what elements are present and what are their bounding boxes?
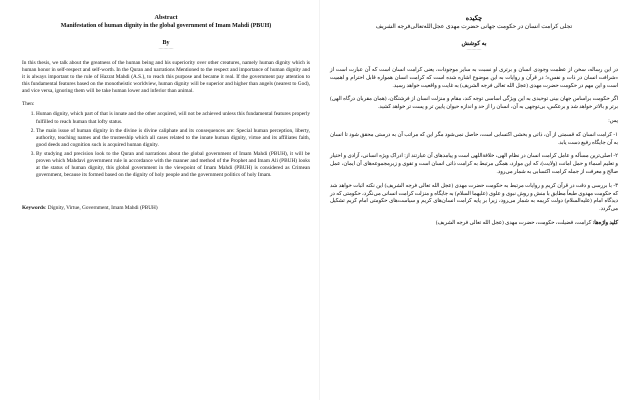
persian-keywords-text: کرامت، فضیلت، حکومت، حضرت مهدی (عجل الله تعالی فرجه الشریف) xyxy=(435,219,593,226)
persian-thesis-title: تجلی کرامت انسان در حکومت جهانی حضرت مهدی عجل‌الله‌تعالی‌فرجه الشریف xyxy=(375,24,573,30)
by-label: By xyxy=(162,40,170,46)
persian-abstract-page xyxy=(320,0,640,400)
finding-item: 3. By studying and precision look to the Quran and narrations about the global government of Imam Mahdi (PBUH), it will be proven which Mahdavi government rule in accordance with the manner and method of the Prophet and Imam Ali (PBUH) looks at the status of human dignity, this global government in the viewpoint of Imam Mahdi (PBUH) is considered as Crimean government, because its formed based on the dignity of holy people and the government politics of holy Imam. xyxy=(36,151,310,179)
persian-item-3: ۳- با بررسی و دقت در قرآن کریم و روایات مرتبط به حکومت حضرت مهدی (عجل الله تعالی فرجه الشریف) این نکته اثبات خواهد شد که حکومت مهدوی طبعاً مطابق با منش و روش نبوی و علوی (علیهما السلام) به جایگاه و منزلت کرامت انسانی می‌نگرد، حکومتی که در دیدگاه امام (علیه‌السلام) دولت کریمه به شمار می‌رود، زیرا بر پایه کرامت انسان‌های کریم و سیاست‌های حکومتی امام کریم تشکیل می‌گردد. xyxy=(330,182,618,213)
persian-author-line: ............ xyxy=(466,47,482,52)
persian-paragraph-1: در این رساله، سخن از عظمت وجودی انسان و برتری او نسبت به سایر موجودات، یعنی کرامت انسان است که آن عبارت است از «شرافت انسان در ذات و نفس»؛ در قرآن و روایات به این موضوع اشاره شده است که کرامت انسان همواره قابل احترام و اهمیت است و این مهم در حکومت حضرت مهدی (عجل الله تعالی فرجه الشریف) به غایت و واقعیت خواهد رسید. xyxy=(330,67,618,89)
author-line: ............ xyxy=(158,46,174,51)
intro-paragraph: In this thesis, we talk about the greatness of the human being and his superiority over other creatures, namely human dignity which is human honor in self-respect and self-worth. In the Quran and narrations Mentioned to the respect and importance of human dignity and it is always important to the rule of Hazrat Mahdi (A.S.), to reach this purpose and became it real. If the government pay attention to this fundamental features based on the monotheistic worldview, human dignity will be superior and higher than angels (nearest to God), and vice versa, ignoring them will be take human lower and inferior than animal. xyxy=(22,60,310,95)
abstract-heading: Abstract xyxy=(154,14,178,21)
keywords-label: Keywords xyxy=(22,205,45,212)
persian-keywords-label: کلید واژه‌ها: xyxy=(592,219,618,226)
persian-then-label: پس: xyxy=(608,117,618,124)
finding-item: 1. Human dignity, which part of that is innate and the other acquired, will not be achieved unless this fundamental features properly fulfilled to reach human that lofty status. xyxy=(36,111,310,125)
persian-keywords-line xyxy=(330,220,618,228)
persian-by-label: به کوشش xyxy=(461,41,487,47)
persian-paragraph-2: اگر حکومت براساس جهان بینی توحیدی به این ویژگی اساسی توجه کند، مقام و منزلت انسان از فرشتگان، (همان مقربان درگاه الهی) برتر و بالاتر خواهد شد و برعکس، بی‌توجهی به آن، انسان را از حد و اندازه حیوان پایین تر و پست تر خواهد کشید. xyxy=(330,96,618,111)
finding-item: 2. The main issue of human dignity in the divine is divine caliphate and its consequences are: Special human perception, liberty, authority, teaching names and the trusteeship which all cases related to the innate human dignity, virtue and its affiliates faith, good deeds and cognition such is acquired human dignity. xyxy=(36,128,310,149)
thesis-title: Manifestation of human dignity in the global government of Imam Mahdi (PBUH) xyxy=(60,23,272,29)
keywords-text: : Dignity, Virtue, Government, Imam Mahdi (PBUH) xyxy=(44,205,158,212)
persian-item-2: ۲- اصلی‌ترین مسأله و عامل کرامت انسان در نظام الهی، خلافة‌اللهی است و پیامدهای آن عبارتند از: ادراک ویژه انسانی، آزادی و اختیار و تعلیم اسماء و حمل امانت (ولایت)، که این موارد، همگی مرتبط به کرامت ذاتی انسان است و تقوی و زیرمجموعه‌های آن ایمان، عمل صالح و معرفت از جمله کرامت اکتسابی به شمار می‌رود. xyxy=(330,153,618,175)
persian-item-1: ۱- کرامت انسان که قسمتی از آن، ذاتی و بخشی اکتسابی است، حاصل نمی‌شود مگر این که مراتب آن به درستی محقق شود تا انسان به آن جایگاه رفیع دست یابد. xyxy=(330,131,618,146)
findings-list xyxy=(22,111,310,179)
keywords-line xyxy=(22,205,310,211)
then-label: Then: xyxy=(22,101,35,108)
persian-heading: چکیده xyxy=(465,15,483,22)
